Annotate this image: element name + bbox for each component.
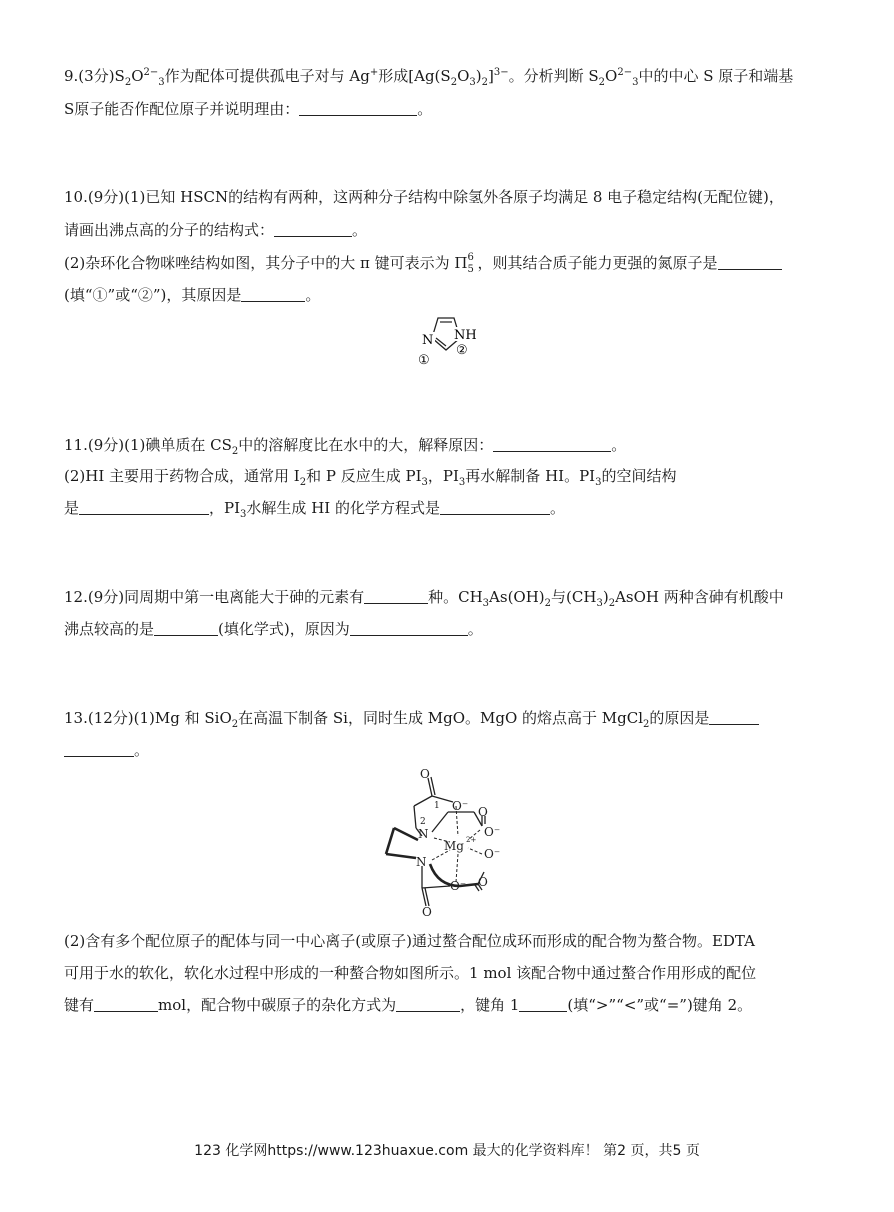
atom-o: O	[478, 805, 488, 819]
answer-blank[interactable]	[241, 287, 305, 302]
imidazole-marker-2: ②	[456, 343, 468, 358]
angle-2-label: 2	[420, 817, 426, 827]
atom-o-minus: O⁻	[452, 799, 469, 813]
q10-line-4: (填“①”或“②”)，其原因是 。	[64, 286, 321, 304]
answer-blank[interactable]	[79, 500, 209, 515]
mg-edta-chelate-structure	[376, 766, 536, 924]
answer-blank[interactable]	[299, 101, 417, 116]
coordination-bond	[456, 854, 458, 882]
imidazole-n1-label: N	[422, 333, 434, 348]
angle-1-label: 1	[434, 801, 440, 811]
answer-blank[interactable]	[519, 997, 567, 1012]
q11-line-3: 是 ，$PI_3$水解生成 HI 的化学方程式是 。	[64, 499, 565, 520]
imidazole-structure	[410, 312, 494, 372]
bond	[414, 796, 432, 806]
atom-n: N	[418, 827, 429, 841]
answer-blank[interactable]	[64, 742, 134, 757]
imidazole-nh-label: NH	[454, 328, 477, 343]
bond	[394, 828, 418, 840]
q9-line-2: S原子能否作配位原子并说明理由： 。	[64, 100, 433, 118]
answer-blank[interactable]	[364, 589, 428, 604]
mg-charge: 2+	[466, 836, 477, 844]
q13-line-1: 13.(12分)(1)Mg 和 SiO$_2$在高温下制备 Si，同时生成 MgO。MgO 的熔点高于 MgCl$_2$的原因是	[64, 708, 759, 728]
answer-blank[interactable]	[94, 997, 158, 1012]
atom-mg: Mg	[444, 839, 464, 853]
atom-n: N	[416, 855, 427, 869]
answer-blank[interactable]	[154, 621, 218, 636]
q11-line-2: (2)HI 主要用于药物合成，通常用 $I_2$和 P 反应生成 $PI_3$，$PI_3$再水解制备 HI。$PI_3$的空间结构	[64, 467, 677, 488]
atom-o-minus: O⁻	[450, 879, 467, 893]
q13-line-5: 键有 mol，配合物中碳原子的杂化方式为 ，键角 1 (填“>”“<”或“=”)键角 2。	[64, 996, 753, 1014]
q10-line-2: 请画出沸点高的分子的结构式： 。	[64, 221, 368, 239]
q12-line-2: 沸点较高的是 (填化学式)，原因为 。	[64, 620, 483, 638]
q9-line-1: 9.(3分)$S_2O^{2-}_3$作为配体可提供孤电子对与 Ag+形成$[Ag(S_2O_3)_2]^{3-}$。分析判断 $S_2O^{2-}_3$中的中心 S 原子和端基	[64, 67, 794, 88]
q10-line-1: 10.(9分)(1)已知 HSCN的结构有两种，这两种分子结构中除氢外各原子均满足 8 电子稳定结构(无配位键)，	[64, 188, 784, 206]
answer-blank[interactable]	[493, 437, 611, 452]
bond	[422, 886, 450, 888]
bond	[414, 806, 416, 828]
q13-line-2: 。	[64, 740, 149, 760]
q10-line-3: (2)杂环化合物咪唑结构如图，其分子中的大 π 键可表示为 Π 6 5 ，则其结合质子能力更强的氮原子是	[64, 253, 782, 273]
answer-blank[interactable]	[274, 222, 352, 237]
page-footer: 123 化学网https://www.123huaxue.com 最大的化学资料库！ 第2 页，共5 页	[194, 1143, 700, 1159]
q11-line-1: 11.(9分)(1)碘单质在 $CS_2$中的溶解度比在水中的大，解释原因： 。	[64, 436, 627, 457]
atom-o: O	[478, 875, 488, 889]
bond	[386, 828, 394, 854]
bond	[432, 812, 448, 832]
q13-line-4: 可用于水的软化，软化水过程中形成的一种螯合物如图所示。1 mol 该配合物中通过螯合作用形成的配位	[64, 964, 757, 982]
answer-blank[interactable]	[718, 255, 782, 270]
answer-blank[interactable]	[350, 621, 468, 636]
q12-line-1: 12.(9分)同周期中第一电离能大于砷的元素有 种。$CH_3As(OH)_2$与$(CH_3)_2AsOH$ 两种含砷有机酸中	[64, 588, 784, 609]
atom-o-minus: O⁻	[484, 847, 501, 861]
imidazole-marker-1: ①	[418, 353, 430, 368]
q13-line-3: (2)含有多个配位原子的配体与同一中心离子(或原子)通过螯合配位成环而形成的配合物为螯合物。EDTA	[64, 932, 755, 950]
answer-blank[interactable]	[709, 710, 759, 725]
coordination-bond	[468, 848, 482, 854]
answer-blank[interactable]	[396, 997, 460, 1012]
answer-blank[interactable]	[440, 500, 550, 515]
bond	[386, 854, 416, 858]
atom-o-minus: O⁻	[484, 825, 501, 839]
atom-o: O	[422, 905, 432, 919]
atom-o: O	[420, 767, 430, 781]
